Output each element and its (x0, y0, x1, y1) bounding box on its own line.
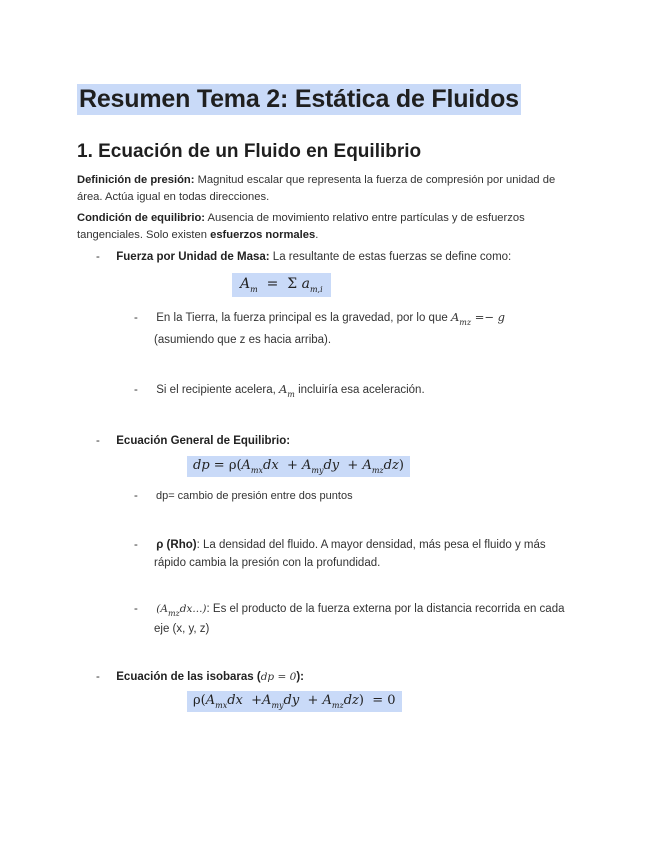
equilibrium-bold-text: esfuerzos normales (210, 228, 316, 241)
product-math: $(A_{mz}dx...)$ (156, 603, 207, 618)
equilibrium-text: Ausencia de movimiento relativo entre partículas y de esfuerzos tangenciales. Solo existen (77, 212, 525, 241)
acceleration-sub-bullet: - Si el recipiente acelera, $A_m$ incluiría esa aceleración. (134, 382, 425, 399)
definition-label: Definición de presión: (77, 174, 195, 186)
general-equation-formula: dp = $\rho(A_{mx}dx + A_{my}dy + A_{mz}dz)$ (187, 456, 410, 477)
mass-force-bullet (96, 247, 511, 267)
isobar-label: Ecuación de las isobaras ( (116, 671, 261, 683)
page-title: Resumen Tema 2: Estática de Fluidos (79, 85, 519, 113)
section-heading: 1. Ecuación de un Fluido en Equilibrio (77, 141, 422, 162)
mass-force-formula: $A_m = \Sigma$ $a_{m,i}$ (232, 273, 331, 297)
acceleration-math: $A_m$ (278, 382, 295, 399)
gravity-sub-bullet: - En la Tierra, la fuerza principal es la gravedad, por lo que $A_{mz} =- g$ (134, 310, 506, 327)
mass-force-label: Fuerza por Unidad de Masa: (116, 251, 270, 263)
rho-item: - ρ (Rho): La densidad del fluido. A mayor densidad, más pesa el fluido y más (134, 539, 546, 551)
general-equation-bullet: - Ecuación General de Equilibrio: (96, 435, 291, 447)
definition-text: Magnitud escalar que representa la fuerza de compresión por unidad de área. Actúa igual en todas direcciones. (77, 174, 556, 203)
general-equation-label: Ecuación General de Equilibrio: (116, 435, 291, 447)
definition-paragraph (77, 172, 577, 205)
dp-definition-text: dp= cambio de presión entre dos puntos (155, 490, 353, 502)
acceleration-text-b: incluiría esa aceleración. (294, 384, 425, 396)
gravity-math: $A_{mz} =- g$ (450, 310, 506, 327)
isobar-label-end: ): (296, 671, 304, 683)
equilibrium-label: Condición de equilibrio: (77, 212, 206, 224)
isobar-label-math: dp = 0 (260, 671, 297, 683)
rho-text: : La densidad del fluido. A mayor densidad, más pesa el fluido y más (196, 539, 546, 551)
product-item-cont: eje (x, y, z) (154, 623, 210, 635)
isobar-formula: $\rho(A_{mx}dx +A_{my}dy + A_{mz}dz) = 0$ (187, 691, 402, 712)
rho-item-cont: rápido cambia la presión con la profundidad. (154, 557, 381, 569)
gravity-sub-bullet-cont: (asumiendo que z es hacia arriba). (154, 334, 332, 346)
equilibrium-end: . (315, 228, 319, 241)
acceleration-text-a: Si el recipiente acelera, (156, 384, 279, 396)
product-item: - $(A_{mz}dx...)$: Es el producto de la fuerza externa por la distancia recorrida en cada (134, 603, 565, 618)
mass-force-text: La resultante de estas fuerzas se define como: (269, 251, 512, 263)
gravity-text: En la Tierra, la fuerza principal es la gravedad, por lo que (156, 312, 451, 324)
product-text: : Es el producto de la fuerza externa por la distancia recorrida en cada (206, 603, 565, 615)
equilibrium-paragraph (77, 210, 577, 243)
rho-label: ρ (Rho) (156, 539, 197, 551)
dp-definition-item: - dp= cambio de presión entre dos puntos (134, 490, 353, 502)
bullet-dash: - (96, 251, 100, 263)
isobar-bullet: - Ecuación de las isobaras (dp = 0): (96, 671, 304, 683)
